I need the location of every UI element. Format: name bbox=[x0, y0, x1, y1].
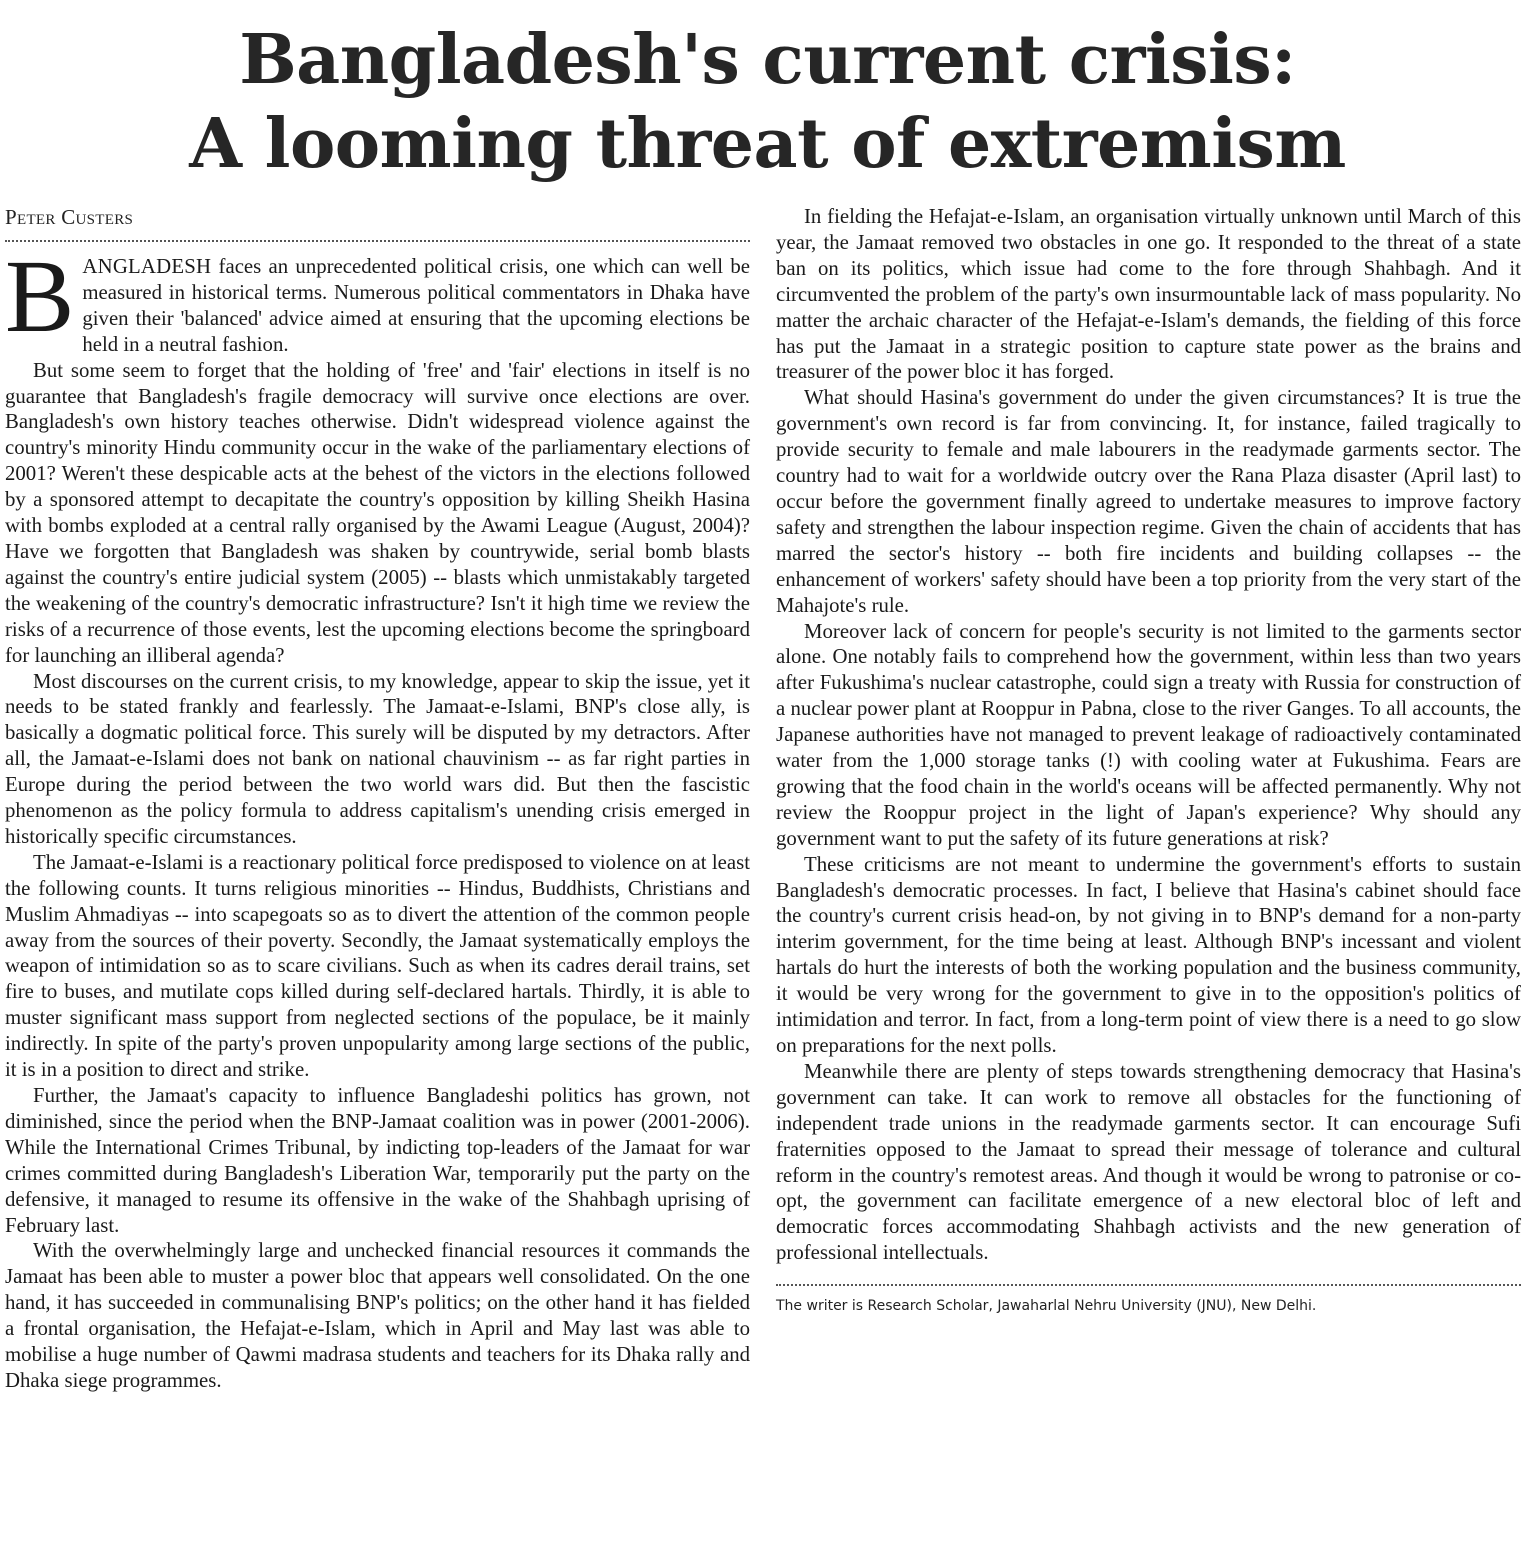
writer-note: The writer is Research Scholar, Jawaharlal Nehru University (JNU), New Delhi. bbox=[776, 1298, 1317, 1315]
headline bbox=[0, 18, 1535, 186]
lead-caps: ANGLADESH bbox=[82, 255, 212, 278]
column-right bbox=[776, 204, 1521, 1539]
byline: Peter Custers bbox=[5, 205, 134, 229]
paragraph-8: What should Hasina's government do under the given circumstances? It is true the government's own record is far from convincing. It, for instance, failed tragically to provide security to female and male labourers in the readymade garments sector. The country had to wait for a worldwide outcry over the Rana Plaza disaster (April last) to occur before the government finally agreed to undertake measures to improve factory safety and strengthen the labour inspection regime. Given the chain of accidents that has marred the sector's history -- both fire incidents and building collapses -- the enhancement of workers' safety should have been a top priority from the very start of the Mahajote's rule. bbox=[776, 386, 1521, 617]
lead-paragraph bbox=[5, 239, 750, 358]
paragraph-2: But some seem to forget that the holding of 'free' and 'fair' elections in itself is no guarantee that Bangladesh's fragile democracy will survive once elections are over. Bangladesh's own history teaches otherwise. Didn't widespread violence against the country's minority Hindu community occur in the wake of the parliamentary elections of 2001? Weren't these despicable acts at the behest of the victors in the elections followed by a sponsored attempt to decapitate the country's opposition by killing Sheikh Hasina with bombs exploded at a central rally organised by the Awami League (August, 2004)? Have we forgotten that Bangladesh was shaken by countrywide, serial bomb blasts against the country's entire judicial system (2005) -- blasts which unmistakably targeted the weakening of the country's democratic infrastructure? Isn't it high time we review the risks of a recurrence of those events, lest the upcoming elections become the springboard for launching an illiberal agenda? bbox=[5, 358, 750, 667]
paragraph-7: In fielding the Hefajat-e-Islam, an organisation virtually unknown until March of this year, the Jamaat removed two obstacles in one go. It responded to the threat of a state ban on its politics, which issue had come to the fore through Shahbagh. And it circumvented the problem of the party's own insurmountable lack of mass popularity. No matter the archaic character of the Hefajat-e-Islam's demands, the fielding of this force has put the Jamaat in a strategic position to capture state power as the brains and treasurer of the power bloc it has forged. bbox=[776, 205, 1521, 384]
paragraph-5: Further, the Jamaat's capacity to influence Bangladeshi politics has grown, not diminished, since the period when the BNP-Jamaat coalition was in power (2001-2006). While the International Crimes Tribunal, by indicting top-leaders of the Jamaat for war crimes committed during Bangladesh's Liberation War, temporarily put the party on the defensive, it managed to resume its offensive in the wake of the Shahbagh uprising of February last. bbox=[5, 1084, 750, 1237]
byline-divider bbox=[5, 240, 750, 242]
column-left bbox=[5, 204, 750, 1539]
lead-text: faces an unprecedented political crisis, one which can well be measured in historical terms. Numerous political commentators in Dhaka have given their 'balanced' advice aimed at ensuring that the upcoming elections be held in a neutral fashion. bbox=[82, 255, 750, 356]
paragraph-4: The Jamaat-e-Islami is a reactionary political force predisposed to violence on at least the following counts. It turns religious minorities -- Hindus, Buddhists, Christians and Muslim Ahmadiyas -- into scapegoats so as to divert the attention of the common people away from the sources of their poverty. Secondly, the Jamaat systematically employs the weapon of intimidation so as to scare civilians. Such as when its cadres derail trains, set fire to buses, and mutilate cops killed during self-declared hartals. Thirdly, it is able to muster significant mass support from neglected sections of the populace, be it mainly indirectly. In spite of the party's proven unpopularity among large sections of the public, it is in a position to direct and strike. bbox=[5, 850, 750, 1082]
paragraph-9: Moreover lack of concern for people's security is not limited to the garments sector alone. One notably fails to comprehend how the government, within less than two years after Fukushima's nuclear catastrophe, could sign a treaty with Russia for construction of a nuclear power plant at Rooppur in Pabna, close to the river Ganges. To all accounts, the Japanese authorities have not managed to prevent leakage of radioactively contaminated water from the 1,000 storage tanks (!) with cooling water at Fukushima. Fears are growing that the food chain in the world's oceans will be affected permanently. Why not review the Rooppur project in the light of Japan's experience? Why should any government want to put the safety of its future generations at risk? bbox=[776, 619, 1521, 850]
drop-cap: B bbox=[5, 239, 75, 354]
paragraph-10: These criticisms are not meant to undermine the government's efforts to sustain Bangladesh's democratic processes. In fact, I believe that Hasina's cabinet should face the country's current crisis head-on, by not giving in to BNP's demand for a non-party interim government, for the time being at least. Although BNP's incessant and violent hartals do hurt the interests of both the working population and the business community, it would be very wrong for the government to give in to the opposition's politics of intimidation and terror. In fact, from a long-term point of view there is a need to go slow on preparations for the next polls. bbox=[776, 852, 1521, 1057]
headline-line-1: Bangladesh's current crisis: bbox=[239, 20, 1296, 100]
writer-divider bbox=[776, 1284, 1521, 1286]
headline-line-2: A looming threat of extremism bbox=[189, 104, 1346, 184]
paragraph-6: With the overwhelmingly large and unchecked financial resources it commands the Jamaat has been able to muster a power bloc that appears well consolidated. On the one hand, it has succeeded in communalising BNP's politics; on the other hand it has fielded a frontal organisation, the Hefajat-e-Islam, which in April and May last was able to mobilise a huge number of Qawmi madrasa students and teachers for its Dhaka rally and Dhaka siege programmes. bbox=[5, 1239, 750, 1392]
paragraph-11: Meanwhile there are plenty of steps towards strengthening democracy that Hasina's government can take. It can work to remove all obstacles for the functioning of independent trade unions in the readymade garments sector. It can encourage Sufi fraternities opposed to the Jamaat to spread their message of tolerance and cultural reform in the country's remotest areas. And though it would be wrong to patronise or co-opt, the government can facilitate emergence of a new electoral bloc of left and democratic forces accommodating Shahbagh activists and the new generation of professional intellectuals. bbox=[776, 1059, 1521, 1265]
paragraph-3: Most discourses on the current crisis, to my knowledge, appear to skip the issue, yet it needs to be stated frankly and fearlessly. The Jamaat-e-Islami, BNP's close ally, is basically a dogmatic political force. This surely will be disputed by my detractors. After all, the Jamaat-e-Islami does not bank on national chauvinism -- as far right parties in Europe during the period between the two world wars did. But then the fascistic phenomenon as the policy formula to address capitalism's unending crisis emerged in historically specific circumstances. bbox=[5, 669, 750, 848]
